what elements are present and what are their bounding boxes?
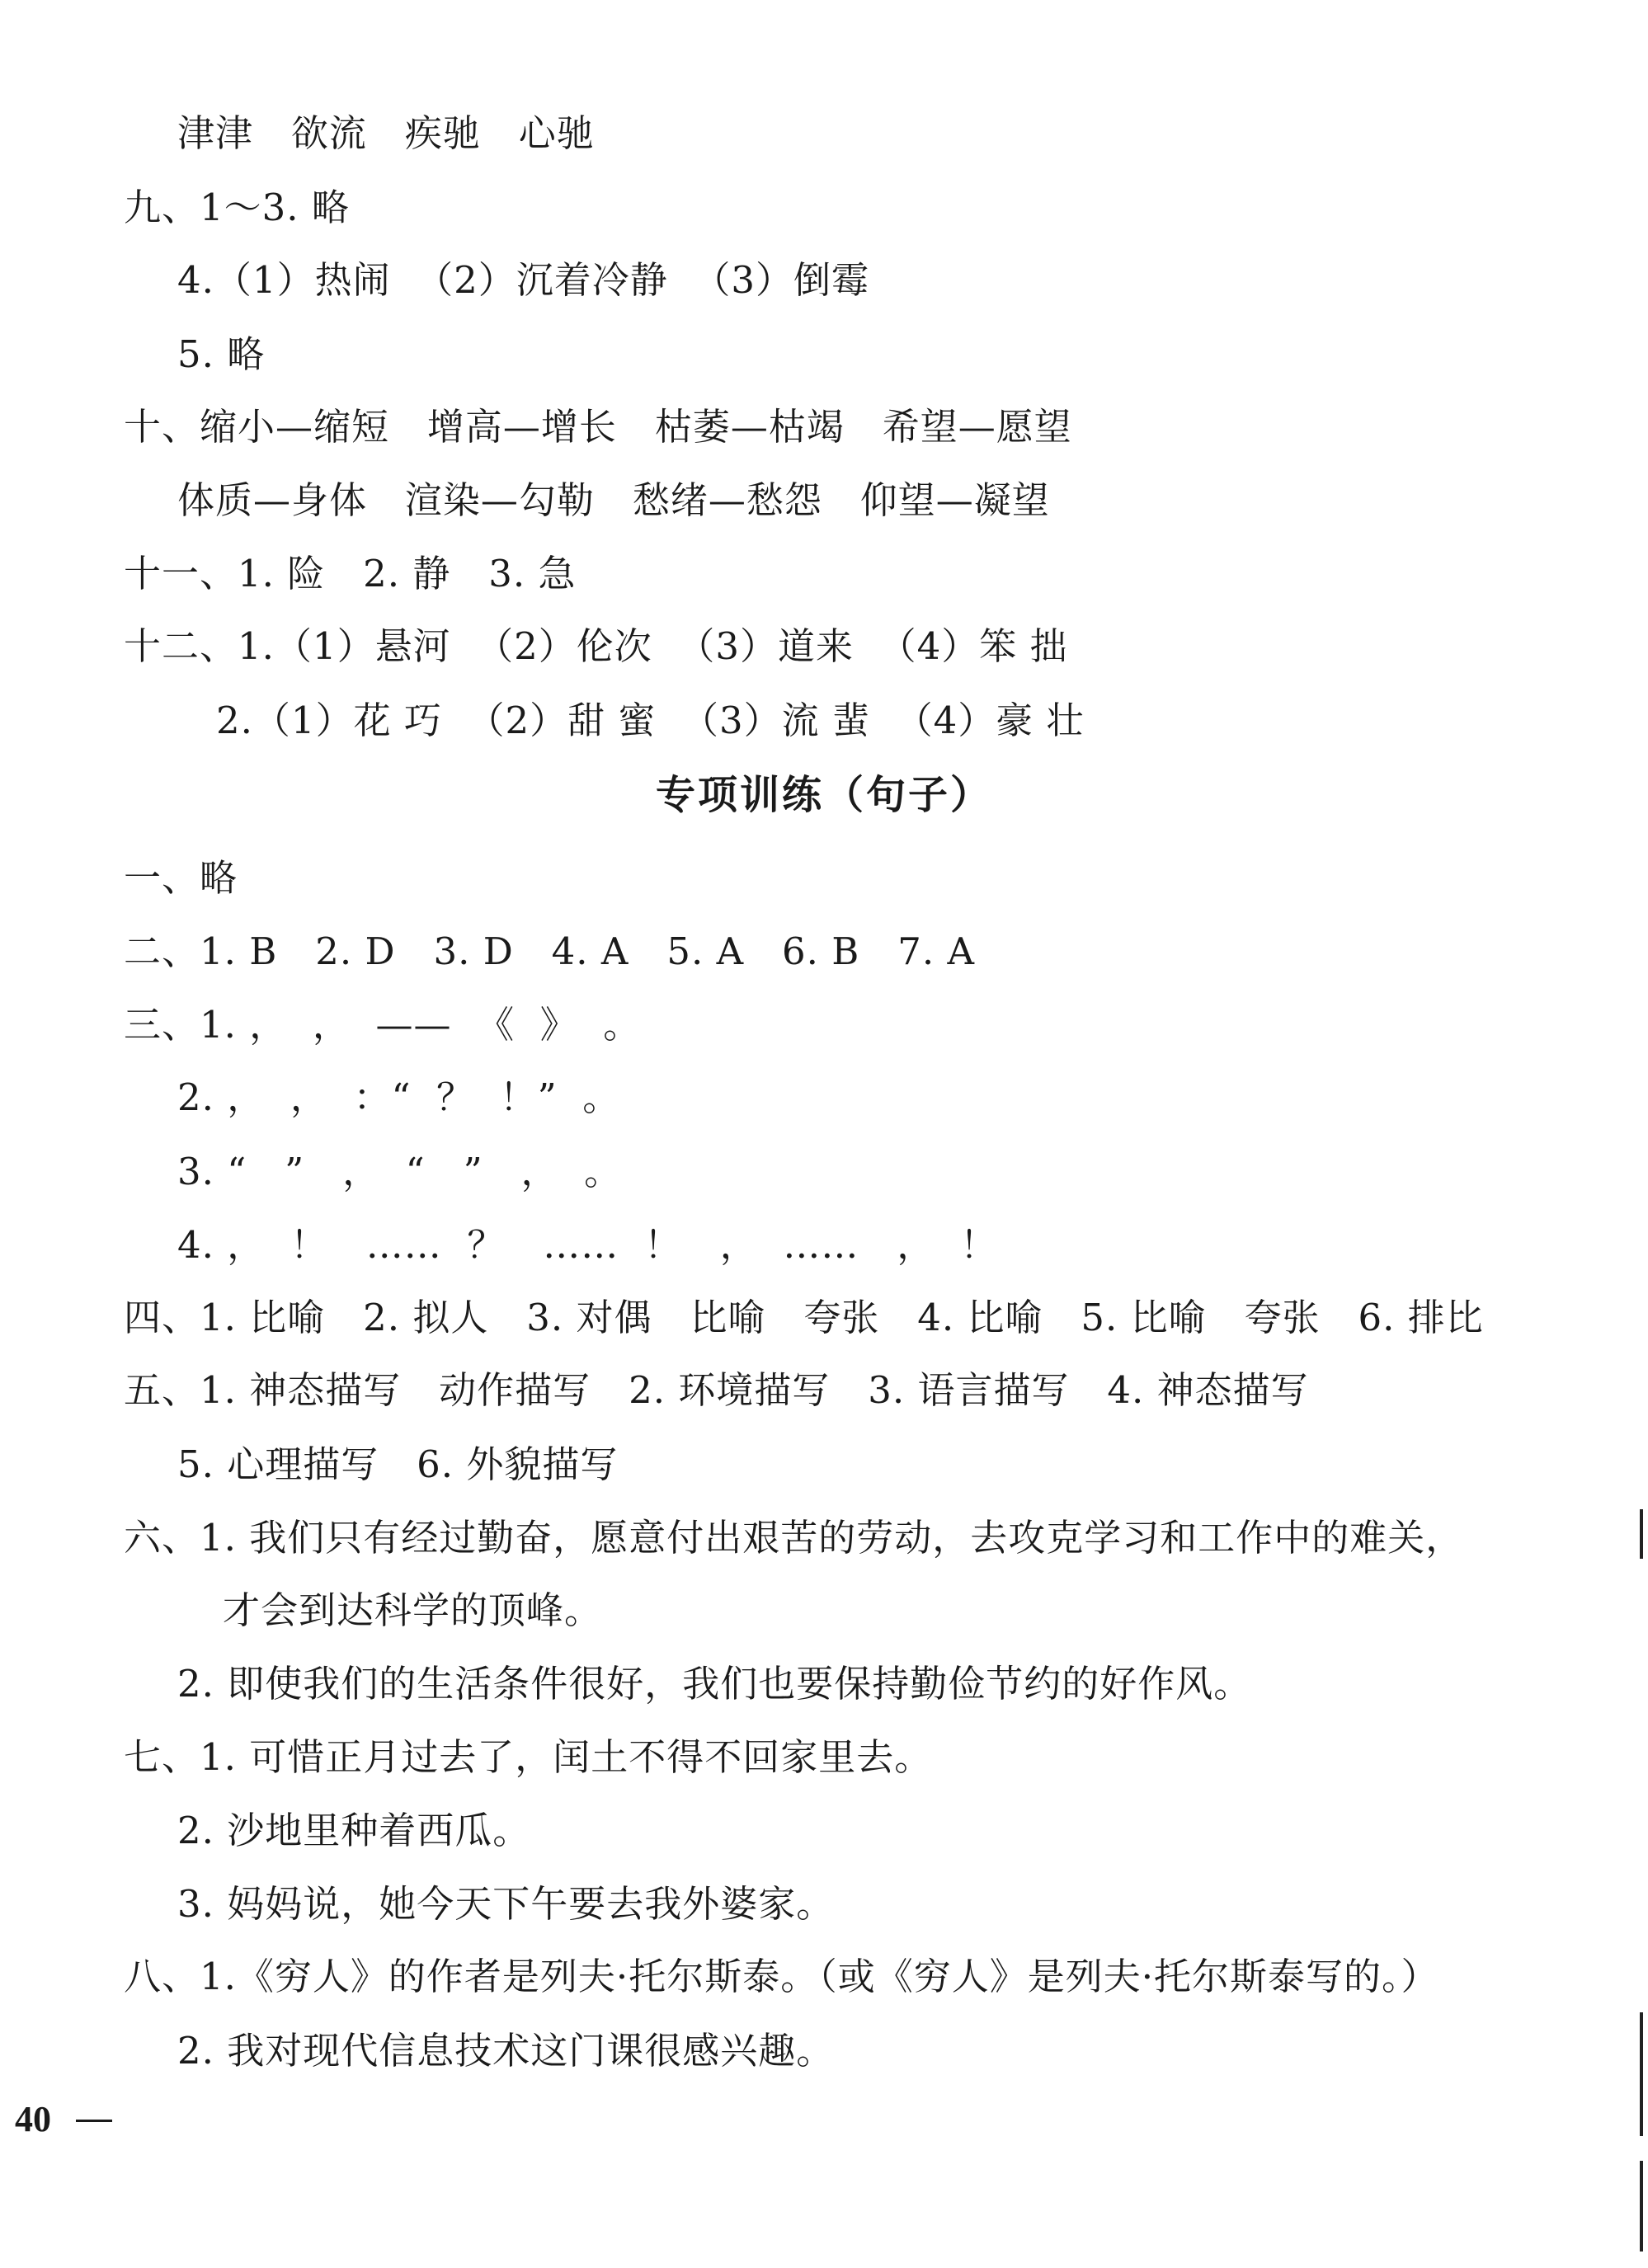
answer-line-12: 三、1. ， ， —— 《 》 。 (124, 1003, 642, 1047)
section-title: 专项训练（句子） (655, 772, 992, 818)
page-number-dash (76, 2120, 112, 2122)
answer-line-15: 4. ， ！ …… ？ …… ！ ， …… ， ！ (177, 1223, 998, 1267)
answer-line-26: 2. 我对现代信息技术这门课很感兴趣。 (177, 2029, 835, 2073)
answer-line-7: 十一、1. 险 2. 静 3. 急 (124, 552, 577, 595)
answer-line-9: 2.（1）花 巧 （2）甜 蜜 （3）流 蜚 （4）豪 壮 (216, 699, 1085, 742)
answer-line-25: 八、1.《穷人》的作者是列夫·托尔斯泰。（或《穷人》是列夫·托尔斯泰写的。） (124, 1955, 1439, 1998)
edge-mark (1640, 1509, 1643, 1559)
answer-line-24: 3. 妈妈说，她今天下午要去我外婆家。 (177, 1882, 835, 1926)
answer-line-17: 五、1. 神态描写 动作描写 2. 环境描写 3. 语言描写 4. 神态描写 (124, 1368, 1309, 1412)
answer-line-6: 体质—身体 渲染—勾勒 愁绪—愁怨 仰望—凝望 (177, 478, 1050, 522)
answer-line-2: 九、1～3. 略 (124, 186, 350, 229)
answer-line-16: 四、1. 比喻 2. 拟人 3. 对偶 比喻 夸张 4. 比喻 5. 比喻 夸张 6. 排比 (124, 1296, 1484, 1339)
answer-line-4: 5. 略 (177, 332, 266, 376)
answer-line-8: 十二、1.（1）悬河 （2）伦次 （3）道来 （4）笨 拙 (124, 624, 1068, 668)
answer-line-10: 一、略 (124, 856, 238, 900)
answer-line-13: 2. ， ， ：“ ？ ！” 。 (177, 1075, 621, 1119)
edge-mark (1640, 2012, 1643, 2136)
answer-line-3: 4.（1）热闹 （2）沉着冷静 （3）倒霉 (177, 258, 870, 302)
page-number: 40 (15, 2099, 51, 2139)
answer-line-21: 2. 即使我们的生活条件很好，我们也要保持勤俭节约的好作风。 (177, 1662, 1252, 1706)
answer-line-19: 六、1. 我们只有经过勤奋，愿意付出艰苦的劳动，去攻克学习和工作中的难关， (124, 1516, 1464, 1560)
answer-line-5: 十、缩小—缩短 增高—增长 枯萎—枯竭 希望—愿望 (124, 405, 1072, 449)
answer-line-22: 七、1. 可惜正月过去了，闰土不得不回家里去。 (124, 1735, 933, 1779)
answer-line-14: 3. “ ” ， “ ” ， 。 (177, 1150, 623, 1193)
answer-line-20: 才会到达科学的顶峰。 (223, 1588, 603, 1632)
answer-line-23: 2. 沙地里种着西瓜。 (177, 1809, 531, 1852)
edge-mark (1640, 2161, 1643, 2252)
answer-line-18: 5. 心理描写 6. 外貌描写 (177, 1442, 619, 1486)
answer-line-11: 二、1. B 2. D 3. D 4. A 5. A 6. B 7. A (124, 929, 975, 973)
answer-line-1: 津津 欲流 疾驰 心驰 (177, 111, 595, 155)
